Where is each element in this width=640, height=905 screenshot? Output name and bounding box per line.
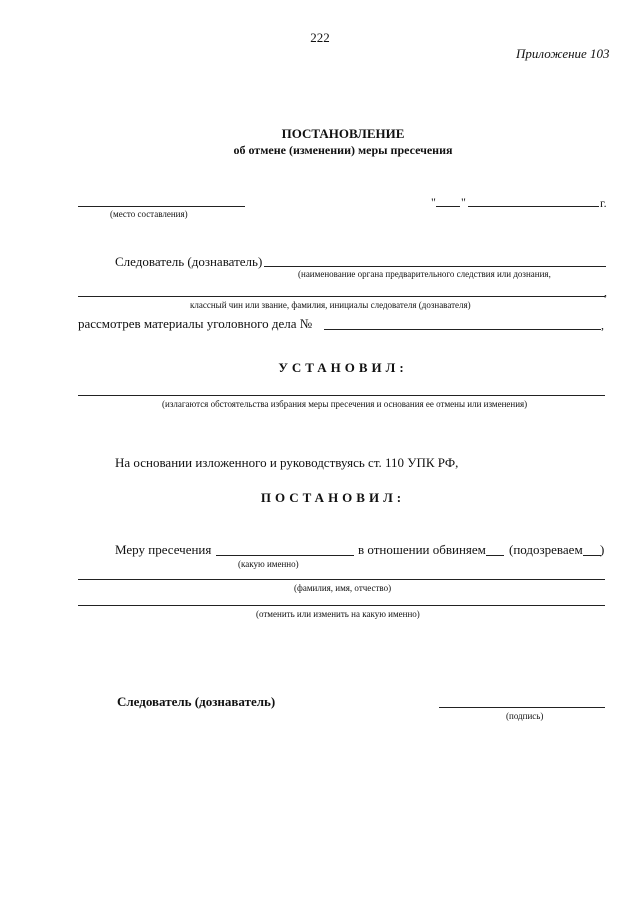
signature-caption: (подпись) [506,711,544,721]
change-caption: (отменить или изменить на какую именно) [256,609,420,619]
page-number: 222 [310,30,330,45]
measure-label: Меру пресечения [115,542,212,557]
suspect-open: (подозреваем [509,542,583,557]
year-suffix: г. [600,196,607,210]
accused-suffix-line [486,555,504,556]
place-caption: (место составления) [110,209,188,219]
measure-which-line [216,555,354,556]
document-title: ПОСТАНОВЛЕНИЕ [281,126,405,141]
date-quote-open: " [431,195,436,209]
date-quote-close: " [461,195,466,209]
date-month-line [468,206,599,207]
document-subtitle: об отмене (изменении) меры пресечения [233,143,453,157]
case-number-line [324,329,601,330]
investigator-line [264,266,606,267]
signature-line [439,707,605,708]
established-heading: УСТАНОВИЛ: [278,360,408,375]
place-line [78,206,245,207]
established-caption: (излагаются обстоятельства избрания меры пресечения и основания ее отмены или изменения) [162,399,528,409]
suspect-close: ) [600,542,605,557]
name-caption: (фамилия, имя, отчество) [294,583,392,593]
investigator-rank-caption: классный чин или звание, фамилия, инициалы следователя (дознавателя) [190,300,471,310]
which-caption: (какую именно) [238,559,299,569]
rank-line-end: , [604,285,607,299]
name-line [78,579,605,580]
measure-relation: в отношении обвиняем [358,542,486,557]
date-day-line [436,206,460,207]
investigator-rank-line [78,296,605,297]
established-line [78,395,605,396]
suspect-suffix-line [583,555,601,556]
change-line [78,605,605,606]
signature-label: Следователь (дознаватель) [117,694,276,709]
investigator-label: Следователь (дознаватель) [115,254,263,269]
case-line-end: , [601,318,604,332]
resolved-heading: ПОСТАНОВИЛ: [260,490,406,505]
case-label: рассмотрев материалы уголовного дела № [78,316,313,331]
investigator-body-caption: (наименование органа предварительного следствия или дознания, [298,269,551,279]
basis-text: На основании изложенного и руководствуясь ст. 110 УПК РФ, [115,455,459,470]
appendix-label: Приложение 103 [516,46,610,61]
